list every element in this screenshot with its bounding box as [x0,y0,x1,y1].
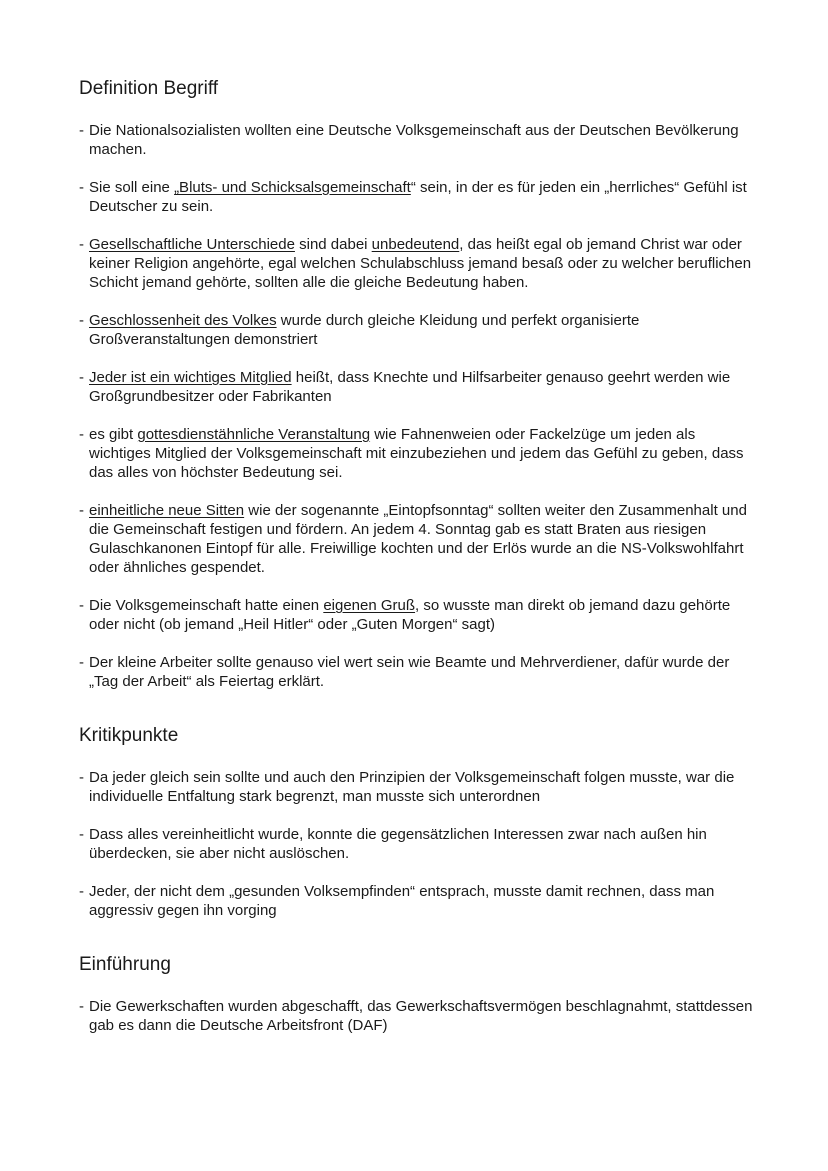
section [79,952,758,1035]
section [79,723,758,920]
bullet-item [79,425,758,482]
underlined-term: unbedeutend [371,236,460,253]
bullet-list [79,997,758,1035]
underlined-term: Jeder ist ein wichtiges Mitglied [89,369,292,386]
document-body [79,76,758,1035]
text-run: Die Nationalsozialisten wollten eine Deutsche Volksgemeinschaft aus der Deutschen Bevölkerung machen. [89,122,739,158]
bullet-item [79,121,758,159]
bullet-item [79,882,758,920]
section-heading: Kritikpunkte [79,725,179,746]
underlined-term: einheitliche neue Sitten [89,502,245,519]
bullet-list [79,121,758,691]
underlined-term: Gesellschaftliche Unterschiede [89,236,295,253]
text-run: , so wusste man direkt ob jemand dazu gehörte oder nicht (ob jemand „Heil Hitler“ oder „Guten Morgen“ sagt) [89,597,731,633]
text-run: Sie soll eine [89,179,175,196]
text-run: wie Fahnenweien oder Fackelzüge um jeden als wichtiges Mitglied der Volksgemeinschaft mit einzubeziehen und jedem das Gefühl zu geben, dass das alles von höchster Bedeutung sei. [89,426,744,481]
text-run: Die Volksgemeinschaft hatte einen [89,597,324,614]
section-heading: Definition Begriff [79,78,219,99]
bullet-item [79,501,758,577]
bullet-item [79,596,758,634]
underlined-term: gottesdienstähnliche Veranstaltung [137,426,371,443]
text-run: Die Gewerkschaften wurden abgeschafft, das Gewerkschaftsvermögen beschlagnahmt, stattdessen gab es dann die Deutsche Arbeitsfront (DAF) [89,998,753,1034]
text-run: “ sein, in der es für jeden ein „herrliches“ Gefühl ist Deutscher zu sein. [89,179,747,215]
underlined-term: „Bluts- und Schicksalsgemeinschaft [174,179,411,196]
text-run: Da jeder gleich sein sollte und auch den Prinzipien der Volksgemeinschaft folgen musste, war die individuelle Entfaltung stark begrenzt, man musste sich unterordnen [89,769,735,805]
text-run: es gibt [89,426,138,443]
bullet-item [79,997,758,1035]
bullet-item [79,825,758,863]
bullet-item [79,768,758,806]
bullet-item [79,311,758,349]
bullet-item [79,653,758,691]
text-run: wie der sogenannte „Eintopfsonntag“ sollten weiter den Zusammenhalt und die Gemeinschaft festigen und fördern. An jedem 4. Sonntag gab es statt Braten aus riesigen Gulaschkanonen Eintopf für alle. Freiwillige kochten und der Erlös wurde an die NS-Volkswohlfahrt oder ähnliches gespendet. [89,502,747,576]
text-run: Der kleine Arbeiter sollte genauso viel wert sein wie Beamte und Mehrverdiener, dafür wurde der „Tag der Arbeit“ als Feiertag erklärt. [89,654,730,690]
bullet-item [79,235,758,292]
underlined-term: Geschlossenheit des Volkes [89,312,277,329]
section [79,76,758,691]
text-run: , das heißt egal ob jemand Christ war oder keiner Religion angehörte, egal welchen Schulabschluss jemand besaß oder zu welcher beruflichen Schicht jemand gehörte, sollten alle die gleiche Bedeutung haben. [89,236,752,291]
underlined-term: eigenen Gruß [323,597,416,614]
text-run: Dass alles vereinheitlicht wurde, konnte die gegensätzlichen Interessen zwar nach außen hin überdecken, sie aber nicht auslöschen. [89,826,707,862]
bullet-list [79,768,758,920]
section-heading: Einführung [79,954,171,975]
text-run: heißt, dass Knechte und Hilfsarbeiter genauso geehrt werden wie Großgrundbesitzer oder Fabrikanten [89,369,731,405]
text-run: wurde durch gleiche Kleidung und perfekt organisierte Großveranstaltungen demonstriert [89,312,640,348]
text-run: Jeder, der nicht dem „gesunden Volksempfinden“ entsprach, musste damit rechnen, dass man aggressiv gegen ihn vorging [89,883,715,919]
text-run: sind dabei [294,236,372,253]
bullet-item [79,368,758,406]
bullet-item [79,178,758,216]
